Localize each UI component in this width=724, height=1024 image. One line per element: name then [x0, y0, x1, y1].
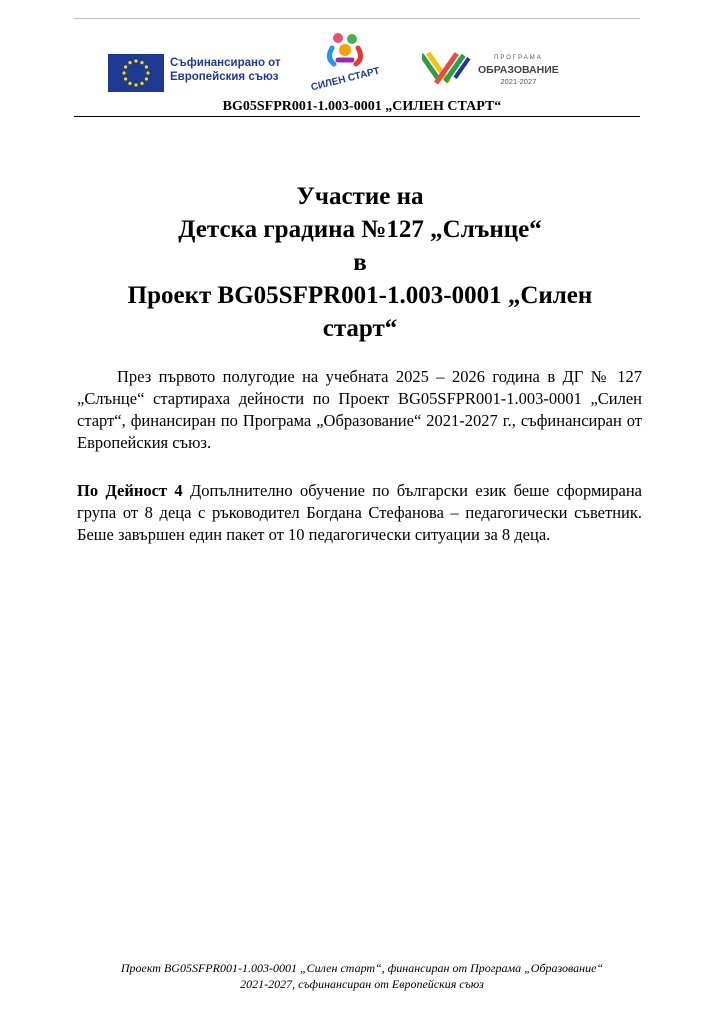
top-rule-right: [298, 18, 640, 19]
title-line-2: Детска градина №127 „Слънце“: [178, 216, 542, 243]
footer-line-1: Проект BG05SFPR001-1.003-0001 „Силен старт“, финансиран от Програма „Образование“: [120, 961, 604, 975]
top-rule-left: [74, 18, 298, 19]
title-line-3: в: [353, 249, 367, 276]
obrazovanie-logo-icon: [422, 46, 474, 90]
footer-line-2: 2021-2027, съфинансиран от Европейския съюз: [240, 977, 484, 991]
eu-cofunded-line2: Европейския съюз: [170, 71, 279, 83]
activity-description: Допълнително обучение по български език беше сформирана група от 8 деца с ръководител Богдана Стефанова – педагогически съветник. Беше завършен един пакет от 10 педагогически ситуации за 8 деца.: [77, 481, 642, 544]
body-paragraph-2: [77, 480, 642, 546]
body-paragraph-1: През първото полугодие на учебната 2025 – 2026 година в ДГ № 127 „Слънце“ стартираха дейности по Проект BG05SFPR001-1.003-0001 „Силен старт“, финансиран по Програма „Образование“ 2021-2027 г., съфинансиран от Европейския съюз.: [77, 367, 642, 452]
programa-years: 2021-2027: [500, 77, 537, 86]
activity-label: По Дейност 4: [77, 481, 183, 500]
page-footer: [40, 960, 684, 992]
header-logos: [106, 30, 586, 96]
title-line-4: Проект BG05SFPR001-1.003-0001 „Силен: [127, 282, 593, 309]
silen-start-logo-text: СИЛЕН СТАРТ: [309, 65, 381, 94]
programa-name: ОБРАЗОВАНИЕ: [478, 64, 559, 76]
eu-cofunded-line1: Съфинансирано от: [170, 57, 281, 69]
title-line-5: старт“: [322, 315, 398, 342]
title-line-1: Участие на: [296, 183, 424, 210]
eu-flag-icon: [108, 54, 164, 92]
document-title: [70, 180, 650, 345]
silen-start-logo: [306, 30, 386, 96]
header-project-code: BG05SFPR001-1.003-0001 „СИЛЕН СТАРТ“: [222, 99, 502, 114]
obrazovanie-program-label: [478, 52, 559, 88]
programa-label: ПРОГРАМА: [494, 55, 543, 61]
eu-cofunded-label: [170, 56, 281, 84]
header-rule: [74, 116, 640, 117]
